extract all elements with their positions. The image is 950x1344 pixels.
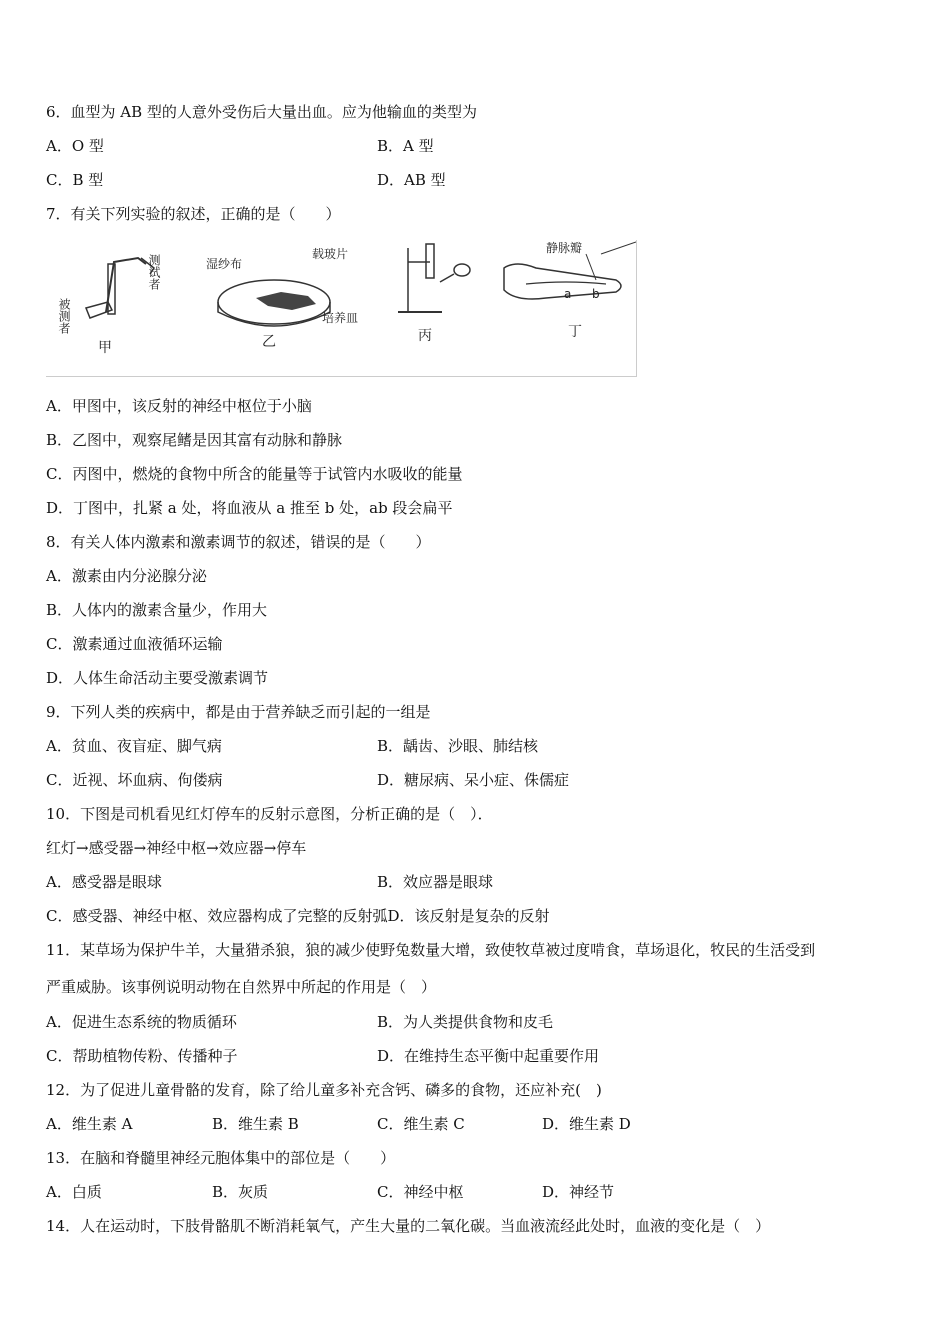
q7-option-b: B．乙图中，观察尾鳍是因其富有动脉和静脉 [46, 431, 343, 449]
q11-option-a: A．促进生态系统的物质循环 [46, 1013, 237, 1031]
label-b: b [592, 287, 600, 301]
label-vein-valve: 静脉瓣 [546, 241, 583, 255]
caption-yi: 乙 [262, 334, 276, 350]
experiment-diagrams [46, 240, 636, 376]
fish-icon [256, 292, 316, 310]
panel-bing [398, 244, 470, 344]
q9-option-d: D．糖尿病、呆小症、侏儒症 [377, 771, 570, 789]
label-tester: 测试者 [147, 254, 161, 290]
caption-jia: 甲 [98, 340, 112, 356]
q12-stem: 12．为了促进儿童骨骼的发育，除了给儿童多补充含钙、磷多的食物，还应补充( ) [46, 1081, 602, 1099]
q10-stem: 10．下图是司机看见红灯停车的反射示意图，分析正确的是（ ）． [46, 805, 493, 823]
q11-option-b: B．为人类提供食物和皮毛 [377, 1013, 554, 1031]
q13-stem: 13．在脑和脊髓里神经元胞体集中的部位是（ ） [46, 1149, 396, 1167]
q10-flow: 红灯→感受器→神经中枢→效应器→停车 [46, 839, 307, 857]
label-a: a [564, 287, 572, 301]
q11-stem-line2: 严重威胁。该事例说明动物在自然界中所起的作用是（ ） [46, 978, 437, 996]
q11-stem-line1: 11．某草场为保护牛羊，大量猎杀狼，狼的减少使野兔数量大增，致使牧草被过度啃食，草场退化，牧民的生活受到 [46, 941, 816, 959]
panel-jia [57, 254, 161, 356]
q8-option-a: A．激素由内分泌腺分泌 [46, 567, 207, 585]
needle [440, 274, 454, 282]
q6-option-c: C．B 型 [46, 171, 104, 189]
q9-option-c: C．近视、坏血病、佝偻病 [46, 771, 223, 789]
q13-option-b: B．灰质 [212, 1183, 269, 1201]
q8-stem: 8．有关人体内激素和激素调节的叙述，错误的是（ ） [46, 533, 431, 551]
q7-option-c: C．丙图中，燃烧的食物中所含的能量等于试管内水吸收的能量 [46, 465, 463, 483]
q13-option-c: C．神经中枢 [377, 1183, 464, 1201]
burning-food-icon [454, 264, 470, 276]
q6-stem: 6．血型为 AB 型的人意外受伤后大量出血。应为他输血的类型为 [46, 103, 477, 121]
q11-option-c: C．帮助植物传粉、传播种子 [46, 1047, 238, 1065]
q10-option-cd: C．感受器、神经中枢、效应器构成了完整的反射弧D．该反射是复杂的反射 [46, 907, 550, 925]
q12-option-a: A．维生素 A [46, 1115, 133, 1133]
label-subject: 被测者 [57, 298, 71, 334]
q10-option-a: A．感受器是眼球 [46, 873, 162, 891]
pointer-line-2 [601, 242, 636, 254]
q8-option-c: C．激素通过血液循环运输 [46, 635, 223, 653]
q12-option-b: B．维生素 B [212, 1115, 299, 1133]
caption-ding: 丁 [568, 324, 582, 340]
vein-icon [526, 282, 606, 284]
q9-option-b: B．龋齿、沙眼、肺结核 [377, 737, 539, 755]
q13-option-d: D．神经节 [542, 1183, 615, 1201]
q7-option-a: A．甲图中，该反射的神经中枢位于小脑 [46, 397, 312, 415]
panel-yi [206, 246, 358, 350]
label-cover-slip: 载玻片 [312, 247, 349, 261]
q10-option-b: B．效应器是眼球 [377, 873, 494, 891]
q14-stem: 14．人在运动时，下肢骨骼肌不断消耗氧气，产生大量的二氧化碳。当血液流经此处时，血液的变化是（ ） [46, 1217, 771, 1235]
q12-option-c: C．维生素 C [377, 1115, 465, 1133]
q8-option-b: B．人体内的激素含量少，作用大 [46, 601, 268, 619]
q6-option-a: A．O 型 [46, 137, 104, 155]
panel-ding [504, 240, 636, 340]
test-tube-icon [426, 244, 434, 278]
q8-option-d: D．人体生命活动主要受激素调节 [46, 669, 269, 687]
q6-option-d: D．AB 型 [377, 171, 446, 189]
q7-option-d: D．丁图中，扎紧 a 处，将血液从 a 推至 b 处，ab 段会扁平 [46, 499, 453, 517]
q7-stem: 7．有关下列实验的叙述，正确的是（ ） [46, 205, 341, 223]
q7-experiment-figure [46, 240, 637, 377]
q12-option-d: D．维生素 D [542, 1115, 631, 1133]
q11-option-d: D．在维持生态平衡中起重要作用 [377, 1047, 600, 1065]
q13-option-a: A．白质 [46, 1183, 102, 1201]
tester-arm-icon [106, 258, 146, 312]
q6-option-b: B．A 型 [377, 137, 434, 155]
caption-bing: 丙 [418, 328, 432, 344]
q9-stem: 9．下列人类的疾病中，都是由于营养缺乏而引起的一组是 [46, 703, 431, 721]
label-wet-gauze: 湿纱布 [206, 257, 243, 271]
label-petri-dish: 培养皿 [322, 311, 359, 325]
q9-option-a: A．贫血、夜盲症、脚气病 [46, 737, 222, 755]
